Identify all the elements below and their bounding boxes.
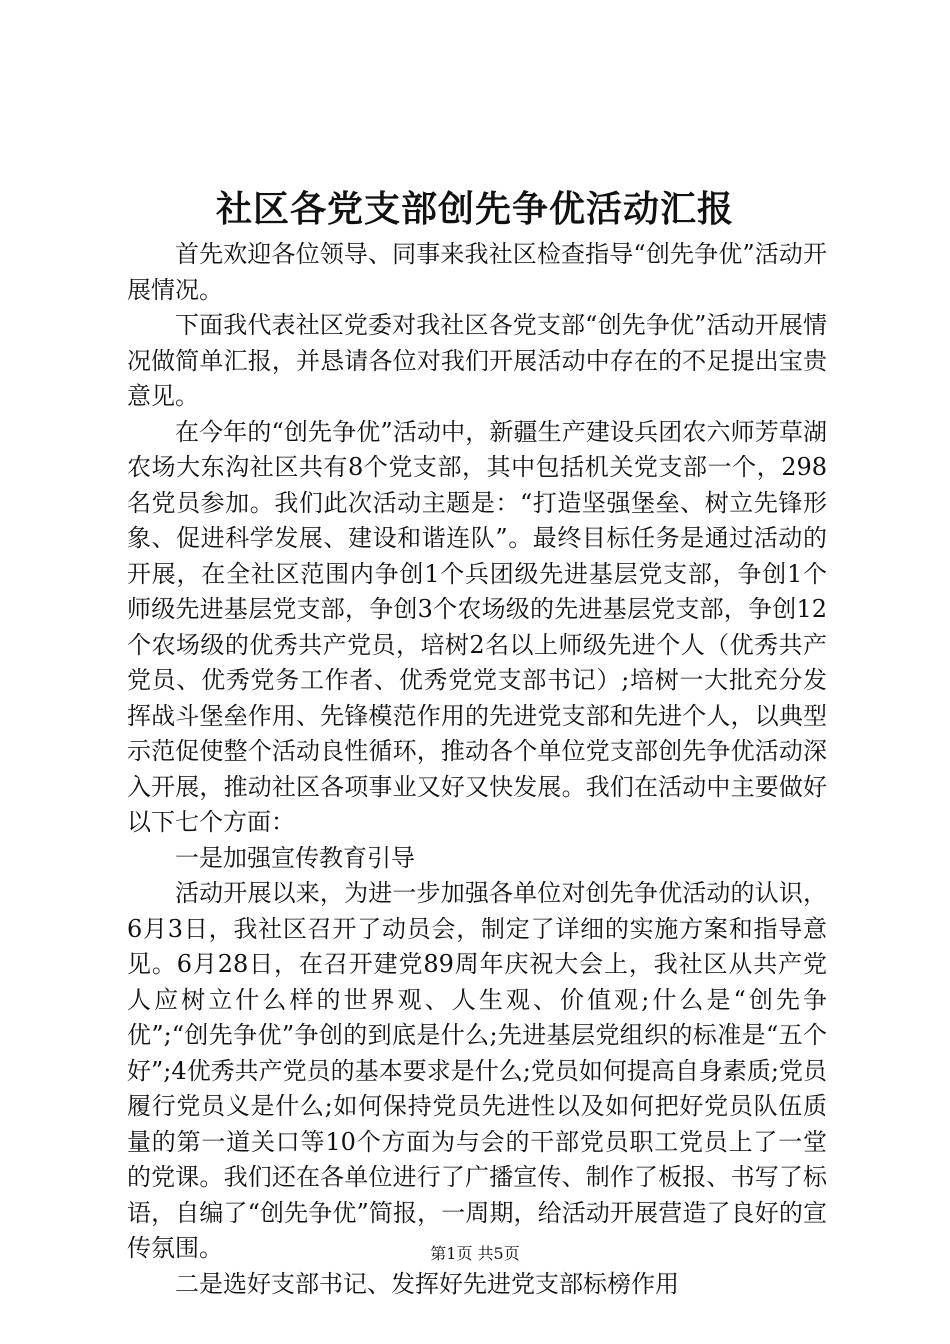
document-title: 社区各党支部创先争优活动汇报 xyxy=(215,188,734,230)
paragraph-greeting: 首先欢迎各位领导、同事来我社区检查指导“创先争优”活动开展情况。 xyxy=(127,240,827,304)
page-number: 第1页 共5页 xyxy=(430,1244,520,1263)
section-heading-1: 一是加强宣传教育引导 xyxy=(175,843,415,872)
document-body xyxy=(127,237,827,1302)
paragraph-section-1: 活动开展以来，为进一步加强各单位对创先争优活动的认识，6月3日，我社区召开了动员会，制定了详细的实施方案和指导意见。6月28日，在召开建党89周年庆祝大会上，我社区从共产党人应树立什么样的世界观、人生观、价值观;什么是“创先争优”;“创先争优”争创的到底是什么;先进基层党组织的标准是“五个好”;4优秀共产党员的基本要求是什么;党员如何提高自身素质;党员履行党员义是什么;如何保持党员先进性以及如何把好党员队伍质量的第一道关口等10个方面为与会的干部党员职工党员上了一堂的党课。我们还在各单位进行了广播宣传、制作了板报、书写了标语，自编了“创先争优”简报，一周期，给活动开展营造了良好的宣传氛围。 xyxy=(127,879,827,1262)
paragraph-introduction: 下面我代表社区党委对我社区各党支部“创先争优”活动开展情况做简单汇报，并恳请各位对我们开展活动中存在的不足提出宝贵意见。 xyxy=(127,311,827,410)
section-heading-2: 二是选好支部书记、发挥好先进党支部标榜作用 xyxy=(175,1269,679,1298)
paragraph-overview: 在今年的“创先争优”活动中，新疆生产建设兵团农六师芳草湖农场大东沟社区共有8个党支部，其中包括机关党支部一个，298名党员参加。我们此次活动主题是：“打造坚强堡垒、树立先锋形象、促进科学发展、建设和谐连队”。最终目标任务是通过活动的开展，在全社区范围内争创1个兵团级先进基层党支部，争创1个师级先进基层党支部，争创3个农场级的先进基层党支部，争创12个农场级的优秀共产党员，培树2名以上师级先进个人（优秀共产党员、优秀党务工作者、优秀党党支部书记）;培树一大批充分发挥战斗堡垒作用、先锋模范作用的先进党支部和先进个人，以典型示范促使整个活动良性循环，推动各个单位党支部创先争优活动深入开展，推动社区各项事业又好又快发展。我们在活动中主要做好以下七个方面： xyxy=(127,417,827,836)
